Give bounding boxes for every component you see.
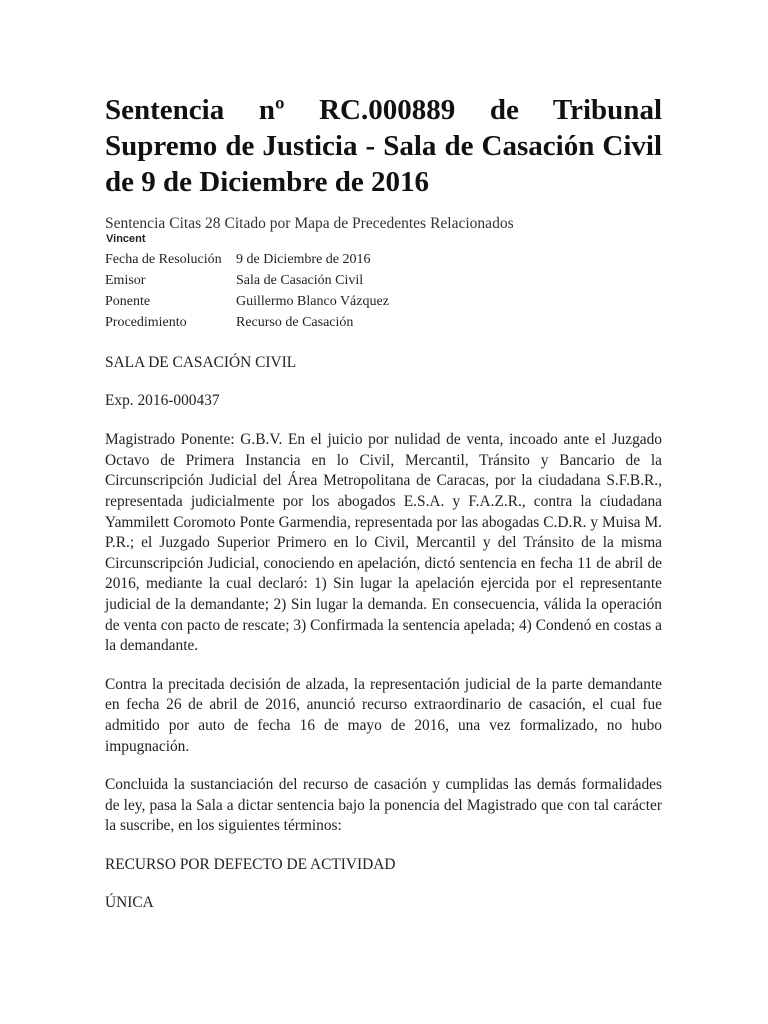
metadata-label: Ponente <box>105 294 151 309</box>
metadata-value: 9 de Diciembre de 2016 <box>236 252 371 267</box>
document-title: Sentencia nº RC.000889 de Tribunal Supremo de Justicia - Sala de Casación Civil de 9 de Diciembre de 2016 <box>105 94 662 198</box>
expediente-number: Exp. 2016-000437 <box>105 391 220 409</box>
metadata-row-fecha <box>105 249 662 270</box>
citas-label: Citas <box>169 215 202 232</box>
metadata-value: Guillermo Blanco Vázquez <box>236 294 389 309</box>
section-heading-recurso: RECURSO POR DEFECTO DE ACTIVIDAD <box>105 855 396 873</box>
section-heading-unica: ÚNICA <box>105 894 154 912</box>
body-paragraph: Contra la precitada decisión de alzada, la representación judicial de la parte demandante en fecha 26 de abril de 2016, anunció recurso extraordinario de casación, el cual fue admitido por auto de fecha 16 de mayo de 2016, una vez formalizado, no hubo impugnación. <box>105 675 662 755</box>
document-page <box>105 92 662 914</box>
body-paragraph: Concluida la sustanciación del recurso de casación y cumplidas las demás formalidades de ley, pasa la Sala a dictar sentencia bajo la ponencia del Magistrado que con tal carácter la suscribe, en los siguientes términos: <box>105 776 662 835</box>
metadata-row-procedimiento <box>105 312 662 333</box>
metadata-table <box>105 249 662 333</box>
metadata-value: Recurso de Casación <box>236 315 354 330</box>
body-paragraph: Magistrado Ponente: G.B.V. En el juicio por nulidad de venta, incoado ante el Juzgado Octavo de Primera Instancia en lo Civil, Mercantil, Tránsito y Bancario de la Circunscripción Judicial del Área Metropolitana de Caracas, por la ciudadana S.F.B.R., representada judicialmente por los abogados E.S.A. y F.A.Z.R., contra la ciudadana Yammilett Coromoto Ponte Garmendia, representada por las abogadas C.D.R. y Muisa M. P.R.; el Juzgado Superior Primero en lo Civil, Mercantil y del Tránsito de la misma Circunscripción Judicial, conociendo en apelación, dictó sentencia en fecha 11 de abril de 2016, mediante la cual declaró: 1) Sin lugar la apelación ejercida por el representante judicial de la demandante; 2) Sin lugar la demanda. En consecuencia, válida la operación de venta con pacto de rescate; 3) Confirmada la sentencia apelada; 4) Condenó en costas a la demandante. <box>105 431 662 655</box>
citas-link[interactable] <box>169 215 220 232</box>
metadata-row-emisor <box>105 270 662 291</box>
document-subtitle-bar <box>105 215 662 233</box>
mapa-precedentes-link[interactable]: Mapa de Precedentes <box>294 215 427 232</box>
sentencia-link[interactable]: Sentencia <box>105 215 166 232</box>
citas-count: 28 <box>205 215 221 232</box>
section-heading-sala: SALA DE CASACIÓN CIVIL <box>105 354 297 371</box>
metadata-label: Fecha de Resolución <box>105 252 222 267</box>
metadata-row-ponente <box>105 291 662 312</box>
metadata-label: Emisor <box>105 273 146 288</box>
metadata-label: Procedimiento <box>105 315 187 330</box>
relacionados-link[interactable]: Relacionados <box>430 215 514 232</box>
metadata-value: Sala de Casación Civil <box>236 273 364 288</box>
citado-por-link[interactable]: Citado por <box>224 215 291 232</box>
author-name: Vincent <box>106 233 146 245</box>
